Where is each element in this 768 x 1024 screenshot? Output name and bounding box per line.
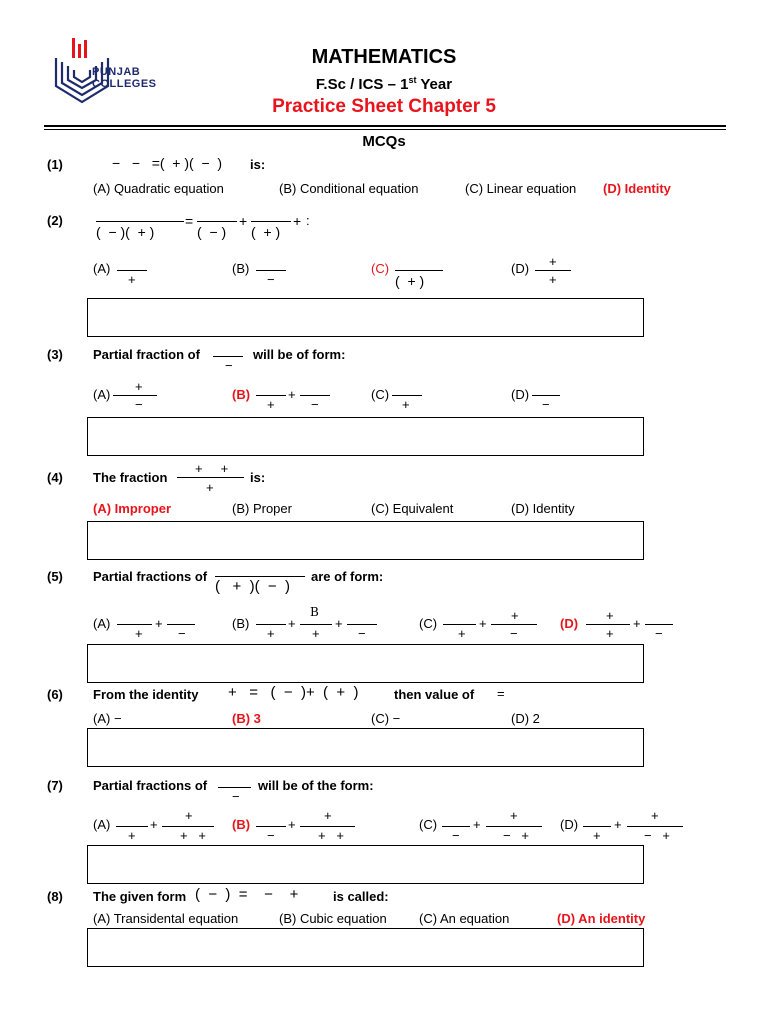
option-d-fraction-1: [583, 826, 611, 827]
option-b-denominator-1: −: [267, 828, 275, 843]
option-d-fraction-2: [645, 624, 673, 625]
class-line: [0, 75, 768, 93]
option-b-denominator-2: + +: [318, 828, 345, 843]
option-a-answer[interactable]: (A) Improper: [93, 501, 171, 516]
option-a[interactable]: (A): [93, 387, 111, 402]
question-stem: Partial fractions of: [93, 778, 208, 793]
option-d[interactable]: (D) 2: [511, 711, 540, 726]
option-a-numerator: +: [135, 379, 143, 394]
option-b-fraction-1: [256, 395, 286, 396]
option-b[interactable]: (B) Cubic equation: [279, 911, 387, 926]
subject-title: MATHEMATICS: [311, 46, 457, 68]
question-number: (7): [47, 778, 63, 793]
option-c[interactable]: (C): [419, 616, 438, 631]
question-stem-end: will be of the form:: [258, 778, 374, 793]
option-d[interactable]: (D): [511, 387, 530, 402]
option-a[interactable]: (A) −: [93, 711, 122, 726]
question-stem-end: is:: [250, 157, 266, 172]
option-b-plus: +: [288, 817, 296, 832]
option-b[interactable]: (B) Conditional equation: [279, 181, 419, 196]
stem-fraction-numerator: + +: [195, 461, 229, 476]
stem-fraction: [177, 477, 244, 478]
option-c[interactable]: (C) Linear equation: [465, 181, 577, 196]
option-d[interactable]: (D): [511, 261, 530, 276]
option-d-denominator-2: −: [655, 626, 663, 641]
option-c-denominator-1: −: [452, 828, 460, 843]
option-c-fraction: [392, 395, 422, 396]
given-form-expression: ( − ) = − +: [195, 886, 299, 903]
question-stem: The fraction: [93, 470, 168, 485]
option-d-fraction: [532, 395, 560, 396]
option-c-numerator-2: +: [510, 808, 518, 823]
option-a-plus: +: [155, 616, 163, 631]
option-b-denominator: −: [267, 272, 275, 287]
option-c[interactable]: (C) An equation: [419, 911, 510, 926]
option-a[interactable]: (A): [93, 261, 111, 276]
option-d-numerator: +: [549, 254, 557, 269]
option-c-fraction: [395, 270, 443, 271]
option-c[interactable]: (C) Equivalent: [371, 501, 454, 516]
question-number: (8): [47, 889, 63, 904]
option-b[interactable]: (B): [232, 616, 250, 631]
option-c[interactable]: (C) −: [371, 711, 401, 726]
option-d-denominator-2: − +: [644, 828, 671, 843]
option-d-denominator-1: +: [593, 828, 601, 843]
question-number: (1): [47, 157, 63, 172]
option-b-numerator-label: B: [310, 605, 319, 619]
option-c-denominator-2: −: [510, 626, 518, 641]
answer-box[interactable]: [87, 644, 644, 683]
stem-fraction: [213, 356, 243, 357]
option-a[interactable]: (A): [93, 817, 111, 832]
option-b-denominator-2: +: [312, 626, 320, 641]
value-equals: =: [497, 686, 505, 701]
option-a-fraction-2: [167, 624, 195, 625]
identity-expression: + = ( − )+ ( + ): [228, 684, 359, 701]
class-sup: st: [408, 75, 417, 85]
stem-fraction-denominator: −: [225, 358, 233, 373]
option-c-denominator: +: [402, 397, 410, 412]
option-b-fraction-2: [300, 624, 332, 625]
option-c[interactable]: (C): [419, 817, 438, 832]
option-b-plus: +: [288, 387, 296, 402]
option-d-plus: +: [633, 616, 641, 631]
stem-fraction: [218, 787, 251, 788]
option-c-denominator: ( + ): [395, 273, 425, 289]
answer-box[interactable]: [87, 417, 644, 456]
option-c-plus: +: [473, 817, 481, 832]
question-number: (2): [47, 213, 63, 228]
option-a[interactable]: (A) Quadratic equation: [93, 181, 224, 196]
option-a-denominator-2: + +: [180, 828, 207, 843]
option-a[interactable]: (A): [93, 616, 111, 631]
question-number: (5): [47, 569, 63, 584]
answer-box[interactable]: [87, 928, 644, 967]
question-number: (4): [47, 470, 63, 485]
option-d-denominator: −: [542, 397, 550, 412]
option-b-fraction-2: [300, 395, 330, 396]
class-prefix: F.Sc / ICS – 1: [315, 76, 409, 93]
option-a-denominator-2: −: [178, 626, 186, 641]
option-d-answer[interactable]: (D) Identity: [603, 181, 671, 196]
option-c-denominator-1: +: [458, 626, 466, 641]
option-a-plus: +: [150, 817, 158, 832]
option-b[interactable]: (B): [232, 261, 250, 276]
option-d-answer[interactable]: (D) An identity: [557, 911, 646, 926]
option-a-fraction-1: [116, 826, 148, 827]
option-d-fraction-2: [627, 826, 683, 827]
stem-fraction: [215, 576, 305, 577]
option-a-denominator-1: +: [128, 828, 136, 843]
option-c-fraction-1: [442, 826, 470, 827]
option-b-denominator-1: +: [267, 626, 275, 641]
option-d-fraction: [535, 270, 571, 271]
option-b-fraction-1: [256, 624, 286, 625]
question-stem: Partial fraction of: [93, 347, 200, 362]
header-divider-thin: [44, 129, 726, 130]
answer-box[interactable]: [87, 298, 644, 337]
stem-fraction-denominator: +: [206, 480, 214, 495]
question-stem: From the identity: [93, 687, 199, 702]
option-b-fraction-2: [300, 826, 355, 827]
option-b-denominator-3: −: [358, 626, 366, 641]
question-stem-end: :: [306, 213, 310, 228]
question-stem-end: will be of form:: [253, 347, 346, 362]
question-stem: Partial fractions of: [93, 569, 208, 584]
option-d[interactable]: (D): [560, 817, 579, 832]
option-b-fraction-3: [347, 624, 377, 625]
option-d-numerator-2: +: [651, 808, 659, 823]
option-b-answer[interactable]: (B): [232, 387, 251, 402]
option-c-fraction-1: [443, 624, 476, 625]
question-stem-end: then value of: [394, 687, 475, 702]
option-a-fraction: [117, 270, 147, 271]
option-c[interactable]: (C): [371, 387, 390, 402]
option-d-plus: +: [614, 817, 622, 832]
option-c-denominator-2: − +: [503, 828, 530, 843]
option-a-denominator: −: [135, 397, 143, 412]
option-a-fraction: [113, 395, 157, 396]
option-d-denominator: +: [549, 272, 557, 287]
option-d-answer[interactable]: (D): [560, 616, 579, 631]
equation: − − =( + )( − ): [112, 155, 223, 171]
option-c-fraction-2: [486, 826, 542, 827]
option-a[interactable]: (A) Transidental equation: [93, 911, 239, 926]
answer-box[interactable]: [87, 521, 644, 560]
option-a-numerator-2: +: [185, 808, 193, 823]
option-a-denominator: +: [128, 272, 136, 287]
answer-box[interactable]: [87, 845, 644, 884]
option-a-fraction-1: [117, 624, 152, 625]
logo-text-line1: PUNJAB: [92, 66, 141, 78]
option-b-plus-2: +: [335, 616, 343, 631]
section-title: MCQs: [362, 133, 406, 150]
option-b-fraction-1: [256, 826, 286, 827]
question-stem-end: is called:: [333, 889, 389, 904]
option-b[interactable]: (B) Proper: [232, 501, 292, 516]
logo-text-line2: COLLEGES: [92, 78, 157, 90]
option-b-fraction: [256, 270, 286, 271]
question-number: (3): [47, 347, 63, 362]
option-b-denominator-1: +: [267, 397, 275, 412]
option-c-fraction-2: [491, 624, 537, 625]
option-d[interactable]: (D) Identity: [511, 501, 575, 516]
option-c-plus: +: [479, 616, 487, 631]
option-a-fraction-2: [162, 826, 214, 827]
option-d-fraction-1: [586, 624, 630, 625]
option-c-numerator-2: +: [511, 608, 519, 623]
question-stem: The given form: [93, 889, 187, 904]
option-b-answer[interactable]: (B) 3: [232, 711, 261, 726]
sheet-title: Practice Sheet Chapter 5: [272, 96, 496, 117]
option-b-numerator-2: +: [324, 808, 332, 823]
option-d-denominator-1: +: [606, 626, 614, 641]
class-suffix: Year: [416, 76, 453, 93]
header-divider: [44, 125, 726, 127]
option-d-numerator-1: +: [606, 608, 614, 623]
stem-fraction-denominator: ( + )( − ): [215, 578, 291, 595]
question-stem-end: is:: [250, 470, 266, 485]
option-c-answer[interactable]: (C): [371, 261, 390, 276]
question-number: (6): [47, 687, 63, 702]
stem-fraction-denominator: −: [232, 789, 240, 804]
option-b-denominator-2: −: [311, 397, 319, 412]
option-b-answer[interactable]: (B): [232, 817, 251, 832]
option-a-denominator-1: +: [135, 626, 143, 641]
option-b-plus-1: +: [288, 616, 296, 631]
answer-box[interactable]: [87, 728, 644, 767]
question-stem-end: are of form:: [311, 569, 384, 584]
